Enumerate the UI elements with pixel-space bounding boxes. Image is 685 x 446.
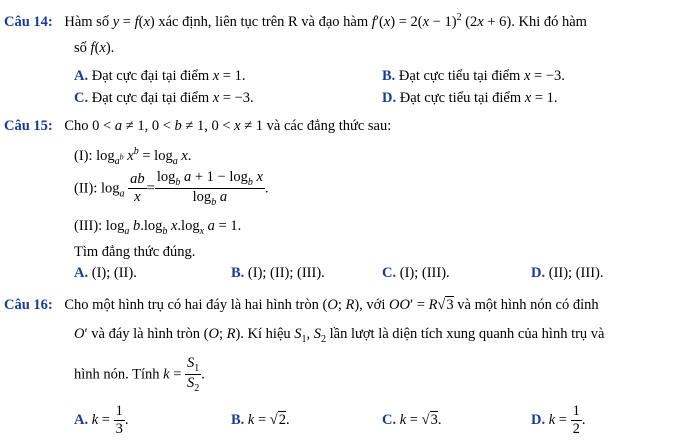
q15-find: Tìm đẳng thức đúng. [74, 244, 196, 260]
question-16-stem: Cho một hình trụ có hai đáy là hai hình tròn (O; R), với OO′ = R√3 và một hình nón có đỉnh [64, 297, 599, 313]
question-16-label: Câu 16: [4, 297, 53, 313]
question-15-line-1 [4, 118, 391, 135]
question-15-stem: Cho 0 < a ≠ 1, 0 < b ≠ 1, 0 < x ≠ 1 và các đẳng thức sau: [64, 118, 392, 134]
q15-option-a[interactable]: A. (I); (II). [74, 265, 137, 281]
question-16-line-3: hình nón. Tính k = $\frac{S_1}{S_2}$ . [74, 355, 205, 394]
question-14-label: Câu 14: [4, 14, 53, 30]
q16-option-c[interactable]: C. k = √3. [382, 412, 442, 428]
q16-option-d[interactable]: D. k = $\frac{1}{2}$ . [531, 403, 586, 437]
q15-option-b[interactable]: B. (I); (II); (III). [231, 265, 325, 281]
question-15-label: Câu 15: [4, 118, 53, 134]
q14-option-c[interactable]: C. Đạt cực đại tại điểm x = −3. [74, 90, 254, 106]
q14-option-b[interactable]: B. Đạt cực tiểu tại điểm x = −3. [382, 68, 565, 84]
question-16-line-2: O′ và đáy là hình tròn (O; R). Kí hiệu $S_1$, $S_2$ lần lượt là diện tích xung quanh của hình trụ và [74, 326, 605, 345]
statement-2: (II): $\log_a$ $\frac{ab}{x}$ = $\frac{\log_b a + 1 - \log_b x}{\log_b a}$ . [74, 169, 269, 208]
question-14-line-2: số f(x). [74, 40, 115, 56]
question-16-line-1 [4, 297, 599, 314]
k-fraction: $\frac{S_1}{S_2}$ [187, 355, 200, 394]
q15-option-d[interactable]: D. (II); (III). [531, 265, 604, 281]
question-14-stem: Hàm số y = f(x) xác định, liên tục trên R và đạo hàm $f'(x) = 2(x - 1)^2$ (2x + 6). Khi đó hàm [64, 12, 587, 30]
question-14-line-1 [4, 12, 587, 31]
statement-2-lhs-fraction: $\frac{ab}{x}$ [130, 171, 145, 206]
statement-3: (III): $\log_a b.\log_b$ $x.\log_x$ a = 1. [74, 218, 242, 237]
statement-2-rhs-fraction: $\frac{\log_b a + 1 - \log_b x}{\log_b a}$ [156, 169, 263, 208]
q14-option-d[interactable]: D. Đạt cực tiểu tại điểm x = 1. [382, 90, 558, 106]
q15-option-c[interactable]: C. (I); (III). [382, 265, 450, 281]
q14-option-a[interactable]: A. Đạt cực đại tại điểm x = 1. [74, 68, 246, 84]
q16-option-b[interactable]: B. k = √2. [231, 412, 290, 428]
q16-option-a[interactable]: A. k = $\frac{1}{3}$ . [74, 403, 129, 437]
statement-1: (I): $\log_{a^b} x^b = \log_a x$. [74, 146, 192, 167]
